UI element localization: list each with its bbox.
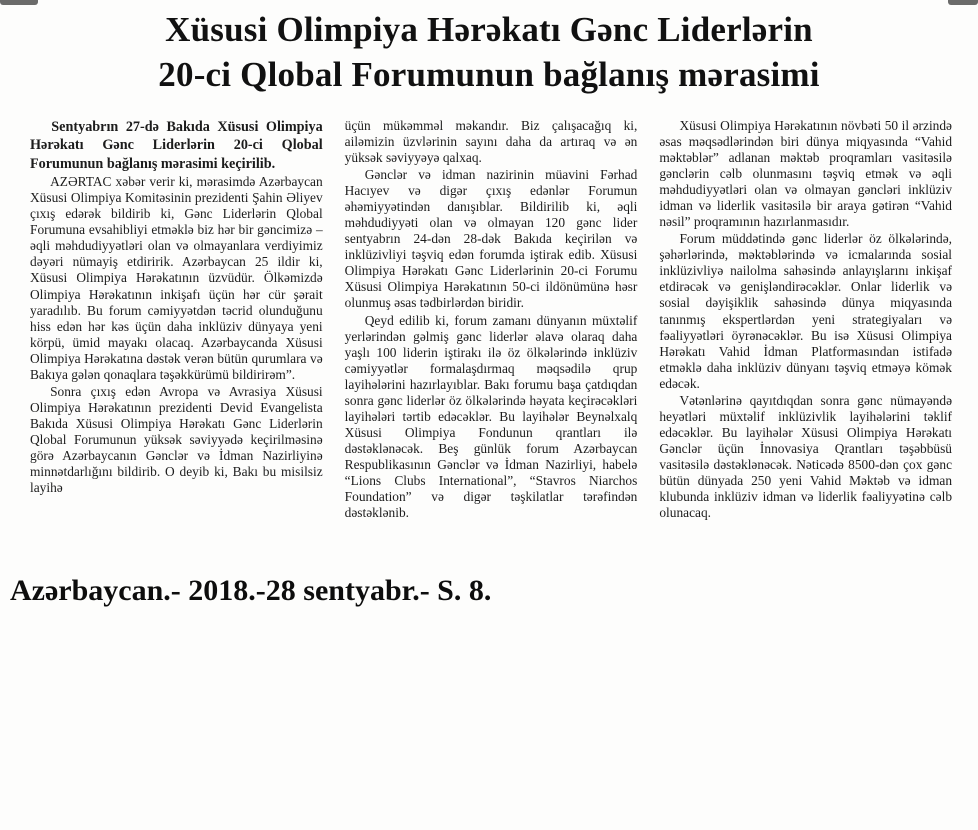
scan-artifact-top-right (948, 0, 978, 5)
body-paragraph: Vətənlərinə qayıtdıqdan sonra gənc nümayəndə heyətləri müxtəlif inklüzivlik layihələrini təklif edəcəklər. Bu layihələr Xüsusi Olimpiya Hərəkatı Gənclər üçün İnnovasiya Qrantları təşəbbüsü vasitəsilə dəstəklənəcək. Nəticədə 8500-dən çox gənc bütün dünyada 250 yeni Vahid Məktəb və idman klubunda inklüziv idman və liderlik fəaliyyətinə cəlb olunacaq. (659, 392, 953, 521)
body-paragraph: Xüsusi Olimpiya Hərəkatının növbəti 50 il ərzində əsas məqsədlərindən biri dünya miqyasında “Vahid məktəblər” adlanan məktəb proqramları vasitəsilə gənclərin cəlb olunmasını təşviq etmək və əqli məhdudiyyətləri olan və olmayan gəncləri inklüziv idman və liderlik vasitəsilə bir araya gətirən “Vahid nəsil” proqramının hazırlanmasıdır. (659, 117, 953, 230)
body-paragraph: Sonra çıxış edən Avropa və Avrasiya Xüsusi Olimpiya Hərəkatının prezidenti Devid Evangelista Bakıda Xüsusi Olimpiya Hərəkatı Gənc Liderlərin Qlobal Forumunun yüksək səviyyədə keçirilməsinə görə Azərbaycanın Gənclər və İdman Nazirliyinə minnətdarlığını bildirib. O deyib ki, Bakı bu misilsiz layihə (30, 383, 323, 496)
article-headline (50, 8, 928, 98)
headline-line-2: 20-ci Qlobal Forumunun bağlanış mərasimi (158, 54, 820, 94)
article-body (0, 98, 978, 522)
body-paragraph: Qeyd edilib ki, forum zamanı dünyanın müxtəlif yerlərindən gəlmiş gənc liderlər əlavə olaraq daha yaşlı 100 liderin iştirakı ilə öz ölkələrində inklüziv cəmiyyətlər formalaşdırmaq məqsədilə qrup layihələrini hazırlayıblar. Bakı forumu başa çatdıqdan sonra gənc liderlər öz ölkələrində həyata keçirəcəkləri layihələri tərtib edəcəklər. Bu layihələr Beynəlxalq Xüsusi Olimpiya Fondunun qrantları ilə dəstəklənəcək. Beş günlük forum Azərbaycan Respublikasının Gənclər və İdman Nazirliyi, habelə “Lions Clubs International”, “Stavros Niarchos Foundation” və digər təşkilatlar tərəfindən dəstəklənib. (344, 312, 638, 521)
headline-line-1: Xüsusi Olimpiya Hərəkatı Gənc Liderlərin (165, 10, 813, 49)
article-column-1 (30, 118, 323, 522)
body-paragraph-continuation: üçün mükəmməl məkandır. Biz çalışacağıq ki, ailəmizin üzvlərinin sayını daha da artıraq və ən yüksək səviyyəyə qalxaq. (344, 117, 638, 165)
scan-artifact-top-left (0, 0, 38, 5)
source-citation: Azərbaycan.- 2018.-28 sentyabr.- S. 8. (10, 573, 492, 607)
lead-paragraph: Sentyabrın 27-də Bakıda Xüsusi Olimpiya Hərəkatı Gənc Liderlərin 20-ci Qlobal Forumunun bağlanış mərasimi keçirilib. (30, 118, 323, 172)
body-paragraph: Gənclər və idman nazirinin müavini Fərhad Hacıyev və digər çıxış edənlər Forumun əhəmiyyətindən danışıblar. Bildirilib ki, əqli məhdudiyyəti olan və olmayan 120 gənc lider sentyabrın 24-dən 28-dək Bakıda keçirilən və inklüzivliyi təşviq edən forumda iştirak edib. Xüsusi Olimpiya Hərəkatı Gənc Liderlərinin 20-ci Forumu Xüsusi Olimpiya Hərəkatının 50-ci ildönümünə həsr olunmuş əsas tədbirlərdən biridir. (344, 166, 638, 311)
article-column-3 (659, 118, 952, 522)
body-paragraph: Forum müddətində gənc liderlər öz ölkələrində, şəhərlərində, məktəblərində və icmalarında sosial inklüzivliyə nailolma sahəsində anlayışlarını inkişaf etdirəcək və genişləndirəcəklər. Onlar liderlik və sosial dəyişiklik sahəsində dünya miqyasında tanınmış ekspertlərdən yeni strategiyaları və fəaliyyətləri öyrənəcəklər. Bu isə Xüsusi Olimpiya Hərəkatı Vahid İdman Platformasından istifadə etməklə daha inklüziv dünyanı təşviq etməyə kömək edəcək. (659, 231, 953, 391)
body-paragraph: AZƏRTAC xəbər verir ki, mərasimdə Azərbaycan Xüsusi Olimpiya Komitəsinin prezidenti Şahin Əliyev çıxış edərək bildirib ki, Gənc Liderlərin Qlobal Forumuna evsahibliyi etməklə biz hər bir gəncimizə – əqli məhdudiyyətləri olan və olmayanlara verdiyimiz dəyəri nümayiş etdiririk. Azərbaycan 25 ildir ki, Xüsusi Olimpiya Hərəkatının üzvüdür. Ölkəmizdə Olimpiya Hərəkatının inkişafı üçün hər cür şərait yaradılıb. Bu forum cəmiyyətdən təcrid olunduğunu hiss edən hər kəs üçün daha inklüziv dünyaya yeni körpü, ümid mayakı olacaq. Azərbaycanda Xüsusi Olimpiya Hərəkatına dəstək verən bütün qurumlara və Bakıya gələn qonaqlara təşəkkürümü bildirirəm”. (30, 173, 323, 382)
article-column-2 (345, 118, 638, 522)
